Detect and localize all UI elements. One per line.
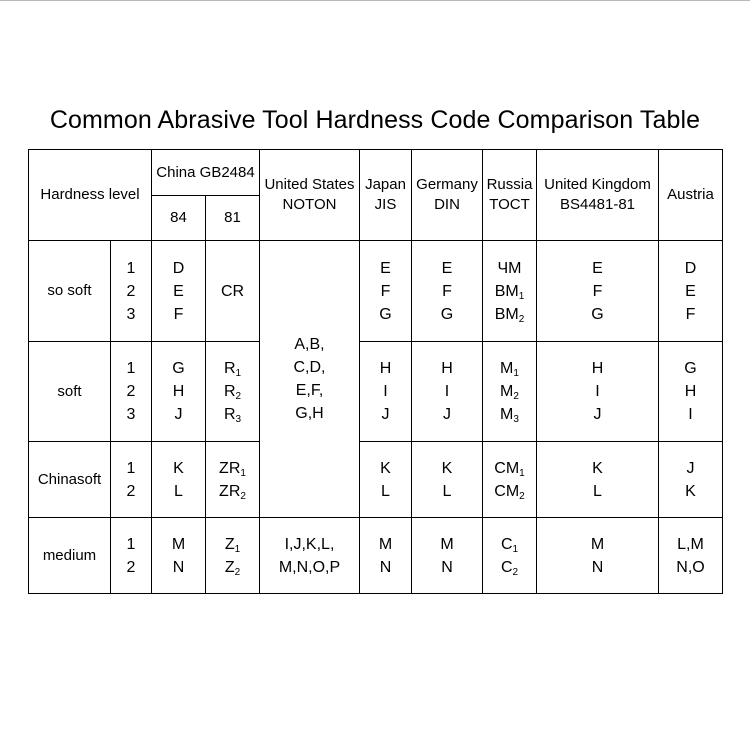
cell-value-subscript: 2: [512, 566, 519, 578]
cell-value-subscript: 3: [235, 414, 242, 425]
cell-value: D: [684, 259, 697, 277]
cell-value-subscript: 1: [513, 368, 519, 379]
cell-value: N: [441, 558, 453, 576]
cell-value: CR: [220, 282, 245, 300]
header-china-81: 81: [206, 196, 260, 241]
austria-cell: [659, 442, 723, 518]
austria-cell: [659, 518, 723, 594]
cell-value: H: [379, 360, 392, 377]
cell-value: [206, 556, 259, 579]
cell-value: E: [173, 282, 184, 300]
cell-value-base: Z: [224, 558, 235, 576]
cell-value: E: [592, 259, 603, 277]
cell-value: H: [441, 360, 453, 377]
cell-value: N,O: [676, 558, 705, 576]
din-cell: [412, 518, 483, 594]
cell-value: K: [173, 459, 184, 477]
level-cell: medium: [29, 518, 111, 594]
china-84-cell: [152, 241, 206, 342]
toct-cell: [483, 518, 537, 594]
cell-value: F: [380, 282, 391, 300]
header-japan-standard: JIS: [374, 196, 397, 213]
cell-value-subscript: 1: [518, 290, 525, 302]
cell-value-subscript: 2: [518, 313, 525, 325]
cell-value: K: [380, 459, 391, 477]
cell-value: F: [685, 305, 696, 323]
cell-value: E: [685, 282, 696, 300]
level-cell: soft: [29, 342, 111, 442]
cell-value: J: [174, 406, 183, 423]
cell-value-base: CM: [494, 459, 520, 477]
cell-value: K: [441, 459, 453, 477]
cell-value: J: [686, 459, 695, 477]
cell-value: H: [172, 383, 185, 400]
uk-cell: [537, 342, 659, 442]
cell-value: 3: [126, 406, 136, 423]
cell-value: N: [172, 558, 185, 576]
cell-value: G: [591, 305, 604, 323]
jis-cell: [360, 442, 412, 518]
din-cell: [412, 241, 483, 342]
cell-value-base: M: [500, 360, 514, 377]
cell-value-subscript: 1: [234, 543, 241, 555]
cell-value: 2: [126, 383, 136, 400]
cell-value: N: [591, 558, 604, 576]
header-uk-standard: BS4481-81: [559, 196, 636, 213]
cell-value: J: [381, 406, 390, 423]
cell-value-subscript: 2: [235, 391, 242, 402]
din-cell: [412, 442, 483, 518]
page-title: Common Abrasive Tool Hardness Code Comparison Table: [49, 106, 701, 134]
cell-value: J: [593, 406, 602, 423]
cell-value-base: Z: [224, 535, 235, 553]
cell-value: G: [440, 305, 454, 323]
china-81-cell: [206, 342, 260, 442]
cell-value-subscript: 2: [234, 566, 241, 578]
cell-value: M,N,O,P: [278, 558, 341, 576]
cell-value: [206, 480, 259, 503]
china-81-cell: [206, 442, 260, 518]
jis-cell: [360, 518, 412, 594]
din-cell: [412, 342, 483, 442]
cell-value: G: [379, 305, 392, 323]
cell-value-base: ZR: [219, 482, 241, 500]
row-so-soft: [29, 241, 723, 342]
header-austria: Austria: [659, 150, 723, 241]
cell-value: F: [592, 282, 603, 300]
header-russia-country: Russia: [486, 176, 533, 193]
cell-value: [483, 480, 536, 503]
us-merged-cell: [260, 241, 360, 518]
cell-value: [483, 380, 536, 403]
header-uk: [537, 150, 659, 241]
cell-value: L: [174, 482, 183, 500]
cell-value: A,B,: [294, 336, 325, 353]
toct-cell: [483, 241, 537, 342]
hardness-comparison-table: [28, 149, 723, 594]
header-us-country: United States: [264, 176, 355, 193]
cell-value: C,D,: [293, 359, 326, 376]
cell-value: 1: [126, 360, 136, 377]
cell-value: 1: [126, 535, 136, 553]
cell-value-subscript: 3: [513, 414, 519, 425]
header-china-84: 84: [152, 196, 206, 241]
cell-value: [483, 257, 536, 280]
cell-value: H: [591, 360, 604, 377]
cell-value-base: C: [500, 535, 513, 553]
us-cell: [260, 518, 360, 594]
cell-value-base: R: [223, 406, 236, 423]
cell-value: F: [442, 282, 452, 300]
china-81-cell: [206, 518, 260, 594]
row-soft: [29, 342, 723, 442]
header-us: [260, 150, 360, 241]
header-china: China GB2484: [152, 150, 260, 196]
cell-value: [206, 403, 259, 426]
cell-value: [206, 533, 259, 556]
cell-value: L: [381, 482, 390, 500]
cell-value: N: [379, 558, 392, 576]
cell-value-base: ZR: [219, 459, 241, 477]
cell-value: F: [173, 305, 184, 323]
cell-value: G,H: [295, 405, 324, 422]
cell-value: [483, 303, 536, 326]
uk-cell: [537, 518, 659, 594]
cell-value: G: [684, 360, 697, 377]
cell-value-base: M: [500, 383, 514, 400]
cell-value: 1: [126, 259, 136, 277]
cell-value: E: [380, 259, 391, 277]
cell-value-subscript: 1: [235, 368, 242, 379]
row-medium: [29, 518, 723, 594]
cell-value-base: R: [223, 383, 236, 400]
cell-value-base: M: [500, 406, 514, 423]
row-chinasoft: [29, 442, 723, 518]
header-germany: [412, 150, 483, 241]
cell-value: J: [443, 406, 451, 423]
uk-cell: [537, 442, 659, 518]
cell-value: 2: [126, 482, 136, 500]
cell-value: H: [684, 383, 697, 400]
cell-value: 1: [126, 459, 136, 477]
cell-value: I: [383, 383, 388, 400]
cell-value: [483, 533, 536, 556]
cell-value: M: [590, 535, 605, 553]
cell-value-subscript: 2: [519, 490, 525, 502]
header-germany-standard: DIN: [434, 196, 460, 213]
cell-value: [206, 380, 259, 403]
cell-value: 2: [126, 282, 136, 300]
cell-value: E,F,: [295, 382, 324, 399]
header-russia-standard: TOCT: [489, 196, 530, 213]
grade-cell: [111, 518, 152, 594]
cell-value: M: [440, 535, 454, 553]
cell-value: [483, 280, 536, 303]
cell-value-base: BM: [494, 305, 519, 323]
grade-cell: [111, 241, 152, 342]
cell-value: D: [172, 259, 185, 277]
cell-value: L: [442, 482, 452, 500]
header-japan: [360, 150, 412, 241]
cell-value-base: CM: [494, 482, 520, 500]
cell-value-base: R: [223, 360, 236, 377]
china-84-cell: [152, 342, 206, 442]
cell-value-subscript: 1: [519, 467, 525, 479]
cell-value-subscript: 2: [240, 490, 246, 502]
cell-value: M: [378, 535, 393, 553]
cell-value: [206, 457, 259, 480]
cell-value: 3: [126, 305, 136, 323]
cell-value-subscript: 1: [240, 467, 246, 479]
header-germany-country: Germany: [416, 176, 478, 193]
toct-cell: [483, 342, 537, 442]
top-border-line: [0, 0, 750, 1]
austria-cell: [659, 342, 723, 442]
header-hardness-level: Hardness level: [29, 150, 152, 241]
uk-cell: [537, 241, 659, 342]
cell-value: M: [171, 535, 186, 553]
toct-cell: [483, 442, 537, 518]
cell-value: I: [688, 406, 693, 423]
cell-value-base: ЧМ: [497, 259, 522, 277]
cell-value: L: [593, 482, 602, 500]
grade-cell: [111, 442, 152, 518]
cell-value: K: [685, 482, 696, 500]
cell-value: [483, 556, 536, 579]
cell-value: G: [172, 360, 185, 377]
jis-cell: [360, 241, 412, 342]
austria-cell: [659, 241, 723, 342]
cell-value-subscript: 1: [512, 543, 519, 555]
china-84-cell: [152, 518, 206, 594]
cell-value: [483, 457, 536, 480]
cell-value: [483, 357, 536, 380]
header-japan-country: Japan: [365, 176, 406, 193]
level-cell: Chinasoft: [29, 442, 111, 518]
cell-value: E: [441, 259, 453, 277]
header-us-standard: NOTON: [282, 196, 337, 213]
cell-value: K: [592, 459, 603, 477]
cell-value: I,J,K,L,: [284, 535, 335, 553]
cell-value: I: [595, 383, 600, 400]
cell-value-base: BM: [494, 282, 519, 300]
cell-value: [206, 357, 259, 380]
cell-value: I: [444, 383, 450, 400]
header-uk-country: United Kingdom: [544, 176, 651, 193]
china-81-cell: [206, 241, 260, 342]
cell-value-subscript: 2: [513, 391, 519, 402]
header-russia: [483, 150, 537, 241]
cell-value-base: C: [500, 558, 513, 576]
cell-value: L,M: [677, 535, 704, 553]
jis-cell: [360, 342, 412, 442]
level-cell: so soft: [29, 241, 111, 342]
cell-value: [483, 403, 536, 426]
china-84-cell: [152, 442, 206, 518]
grade-cell: [111, 342, 152, 442]
cell-value: 2: [126, 558, 136, 576]
